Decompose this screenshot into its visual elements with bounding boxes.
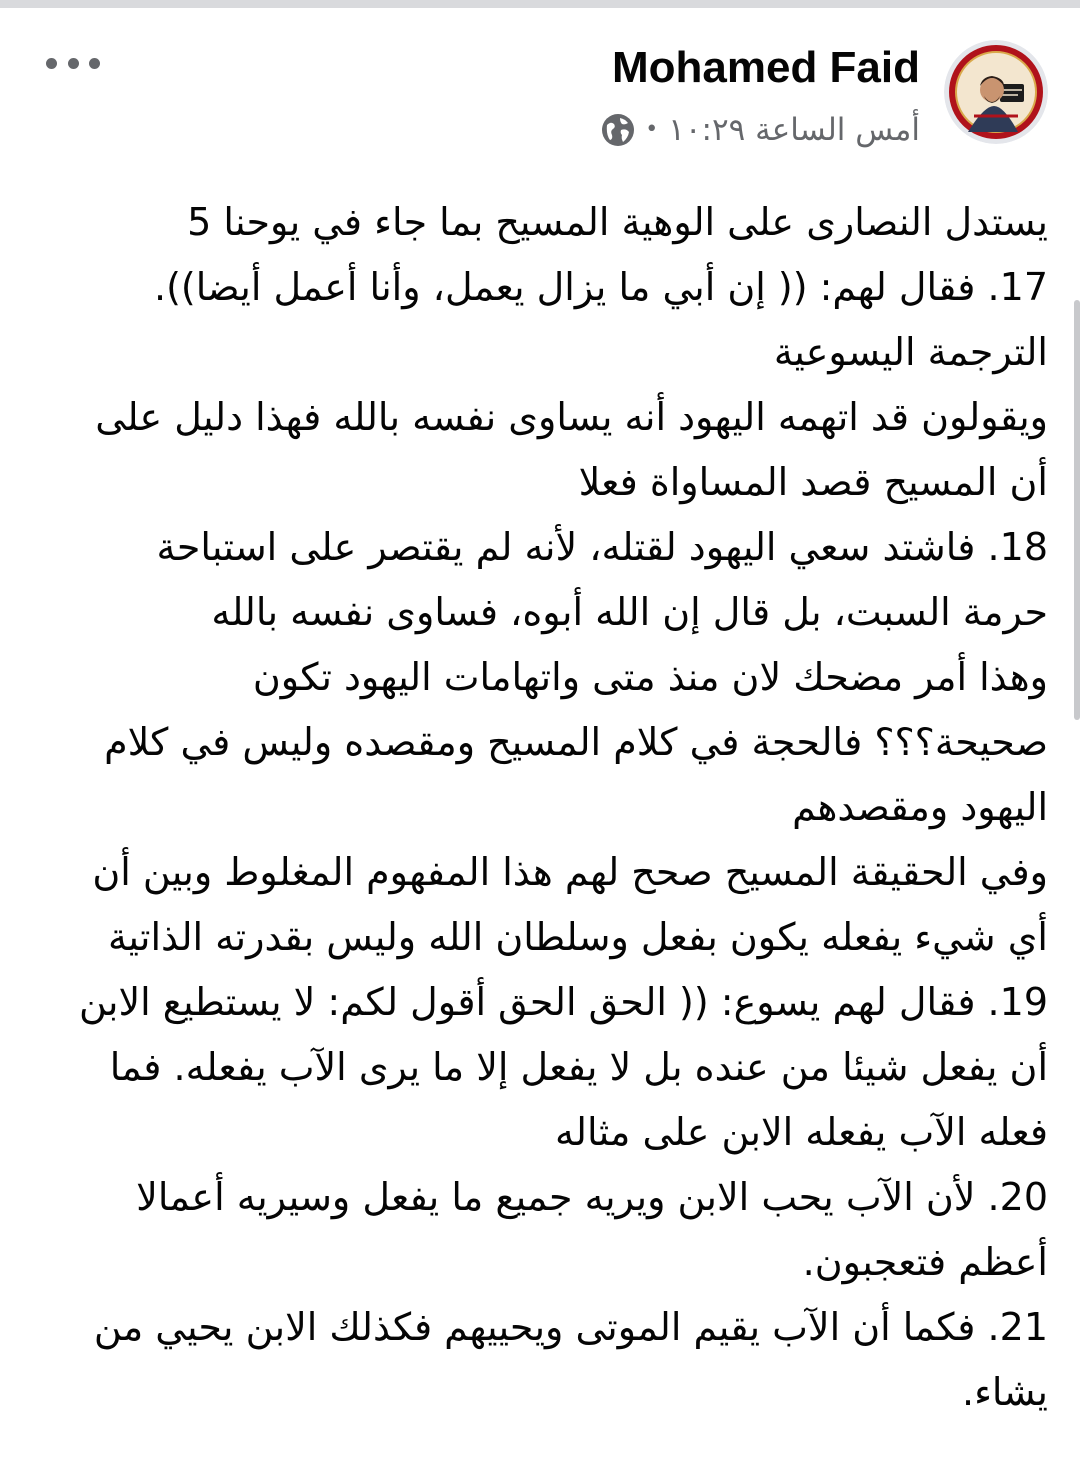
scrollbar[interactable] [1074,300,1080,720]
post-timestamp[interactable]: أمس الساعة ١٠:٢٩ [668,112,920,148]
post-body-line: وهذا أمر مضحك لان منذ متى واتهامات اليهود تكون [252,655,1048,699]
top-divider [0,0,1080,8]
more-options-button[interactable] [46,46,100,80]
post-body-line: 18. فاشتد سعي اليهود لقتله، لأنه لم يقتصر على استباحة [156,525,1048,569]
post-body-line: 21. فكما أن الآب يقيم الموتى ويحييهم فكذلك الابن يحيي من [93,1305,1048,1349]
globe-icon[interactable] [601,113,635,147]
post-meta [601,108,920,152]
post-body-line: ويقولون قد اتهمه اليهود أنه يساوى نفسه بالله فهذا دليل على [95,395,1048,439]
post-body-line: يشاء. [961,1370,1048,1414]
post-body-line: أن يفعل شيئا من عنده بل لا يفعل إلا ما يرى الآب يفعله. فما [109,1045,1048,1089]
post-body-line: الترجمة اليسوعية [773,330,1048,374]
post-body-line: أي شيء يفعله يكون بفعل وسلطان الله وليس بقدرته الذاتية [108,915,1048,959]
more-options-icon [46,58,57,69]
post-body-line: حرمة السبت، بل قال إن الله أبوه، فساوى نفسه بالله [211,590,1048,634]
post-body-line: اليهود ومقصدهم [792,785,1048,829]
meta-separator: • [645,117,659,142]
post-body-line: أعظم فتعجبون. [802,1240,1048,1284]
author-name[interactable]: Mohamed Faid [611,43,920,92]
post-body-line: أن المسيح قصد المساواة فعلا [578,460,1048,504]
post-body-line: صحيحة؟؟؟ فالحجة في كلام المسيح ومقصده وليس في كلام [104,720,1048,764]
post-body [40,190,1048,1425]
post-body-line: 20. لأن الآب يحب الابن ويريه جميع ما يفعل وسيريه أعمالا [136,1175,1048,1219]
post-body-line: 17. فقال لهم: (( إن أبي ما يزال يعمل، وأنا أعمل أيضا)). [154,265,1048,309]
avatar-image [944,40,1048,144]
author-avatar[interactable] [944,40,1048,144]
post-body-line: 19. فقال لهم يسوع: (( الحق الحق أقول لكم: لا يستطيع الابن [78,980,1048,1024]
post-body-line: فعله الآب يفعله الابن على مثاله [555,1110,1048,1154]
post-body-line: يستدل النصارى على الوهية المسيح بما جاء في يوحنا 5 [187,200,1048,244]
post-body-line: وفي الحقيقة المسيح صحح لهم هذا المفهوم المغلوط وبين أن [92,850,1048,894]
